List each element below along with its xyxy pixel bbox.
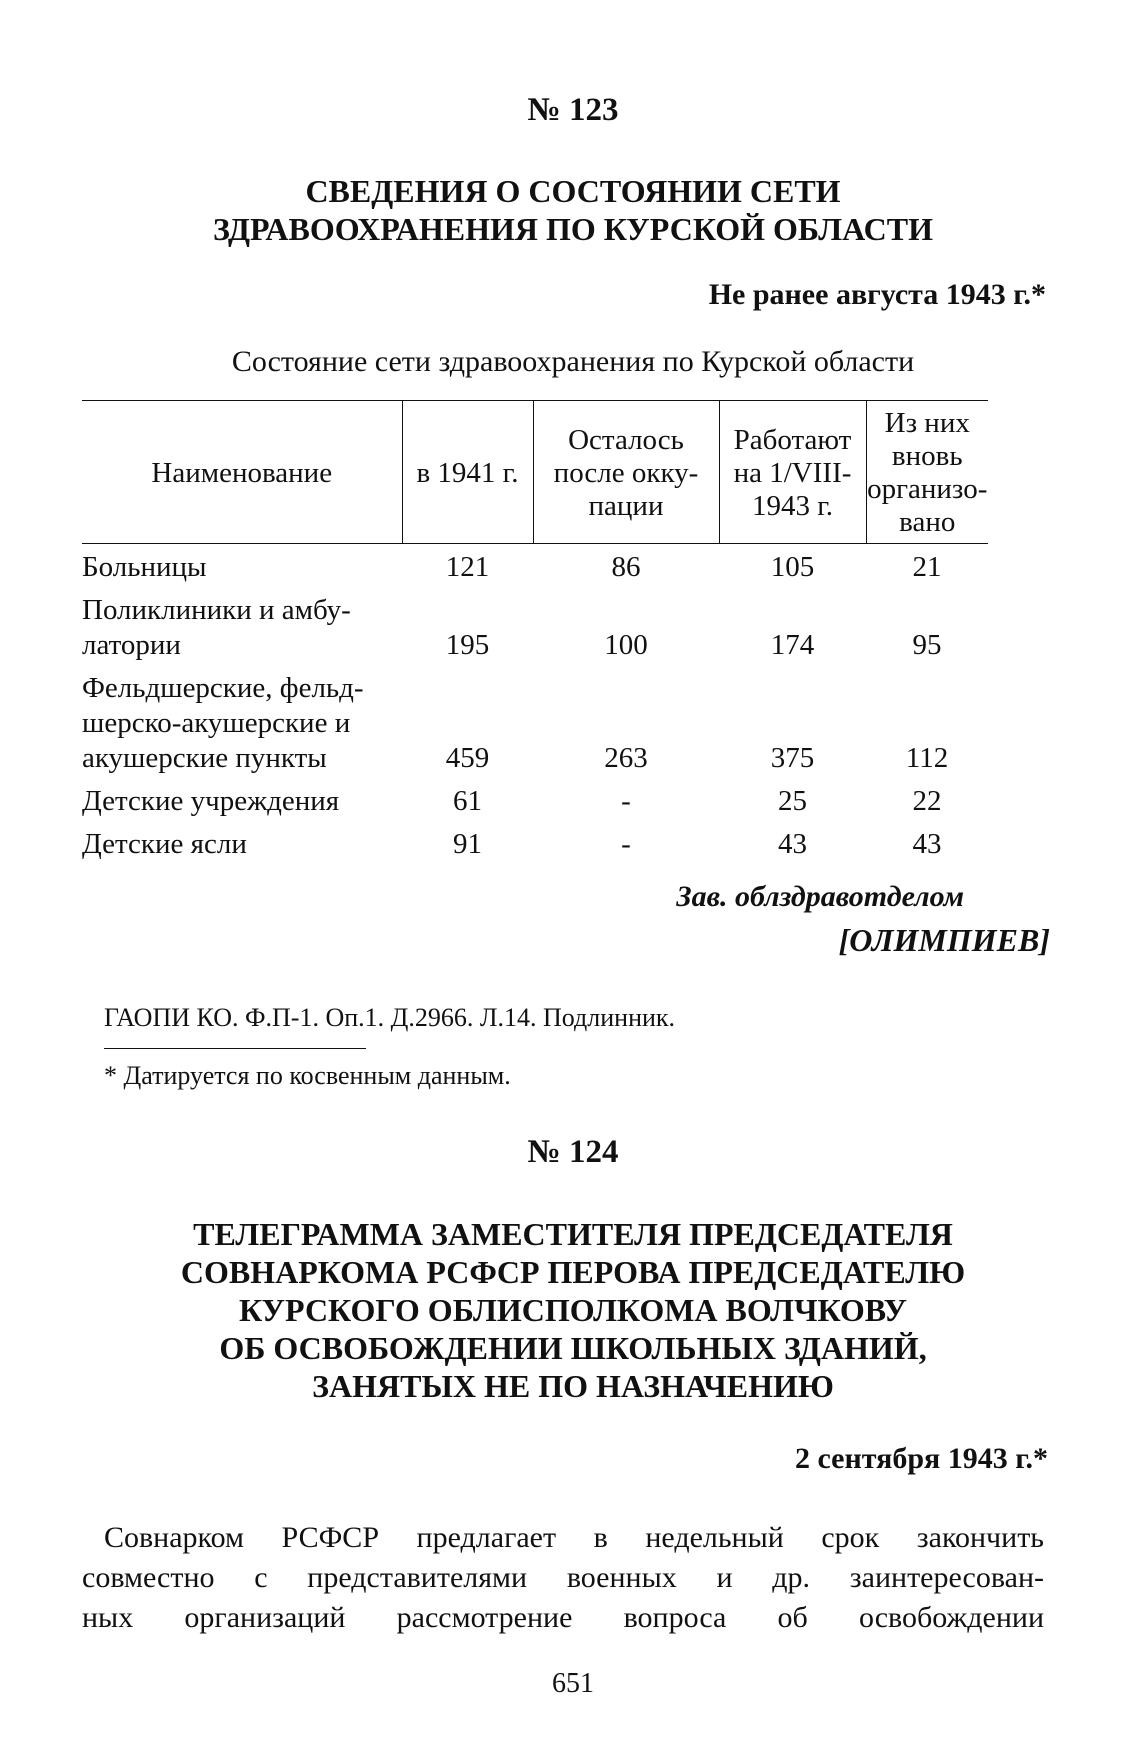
row-name-line: акушерские пункты [82, 742, 327, 774]
row-name-line: латории [82, 629, 181, 661]
cell-remaining: - [621, 785, 631, 817]
table-header-row [82, 401, 988, 544]
table-row [82, 587, 988, 665]
table-row [82, 665, 988, 778]
row-name-line: Детские ясли [82, 828, 247, 860]
footnote: * Датируется по косвенным данным. [104, 1061, 511, 1090]
col-header-text: Наименование [151, 456, 333, 489]
cell-1941: 91 [453, 828, 482, 860]
table-row [82, 544, 988, 588]
cell-remaining: - [621, 828, 631, 860]
row-name [82, 587, 402, 665]
row-name-line: Поликлиники и амбу- [82, 594, 351, 626]
page-number: 651 [552, 1668, 594, 1699]
doc-title-line-2: ЗДРАВООХРАНЕНИЯ ПО КУРСКОЙ ОБЛАСТИ [213, 211, 933, 247]
col-header-text: после окку- [553, 456, 699, 489]
col-header-remaining [533, 401, 719, 544]
doc-title-line-1: ТЕЛЕГРАММА ЗАМЕСТИТЕЛЯ ПРЕДСЕДАТЕЛЯ [193, 1216, 953, 1252]
doc-date: 2 сентября 1943 г.* [794, 1442, 1048, 1475]
health-network-table [82, 400, 988, 864]
row-name [82, 544, 402, 588]
cell-new: 112 [905, 742, 949, 774]
cell-new: 22 [912, 785, 942, 817]
cell-1941: 195 [445, 629, 490, 661]
cell-new: 95 [912, 629, 942, 661]
row-name-line: Детские учреждения [82, 785, 340, 817]
col-header-working [719, 401, 866, 544]
body-line-2: совместно с представителями военных и др. заинтересован- [82, 1561, 1044, 1594]
doc-title-line-5: ЗАНЯТЫХ НЕ ПО НАЗНАЧЕНИЮ [312, 1368, 834, 1404]
col-header-text: пации [588, 489, 664, 522]
cell-remaining: 86 [611, 551, 641, 583]
row-name [82, 665, 402, 778]
table-row [82, 778, 988, 821]
col-header-text: Работают [733, 423, 852, 456]
row-name-line: Фельдшерские, фельд- [82, 672, 364, 704]
col-header-text: на 1/VIII- [733, 456, 852, 489]
table-row [82, 821, 988, 864]
col-header-text: организо- [867, 473, 988, 505]
cell-working: 43 [778, 828, 807, 860]
cell-working: 174 [770, 629, 815, 661]
doc-title-line-4: ОБ ОСВОБОЖДЕНИИ ШКОЛЬНЫХ ЗДАНИЙ, [219, 1330, 927, 1366]
cell-remaining: 263 [604, 742, 648, 774]
cell-new: 21 [912, 551, 942, 583]
row-name-line: Больницы [82, 551, 207, 583]
row-name [82, 821, 402, 864]
doc-title-line-2: СОВНАРКОМА РСФСР ПЕРОВА ПРЕДСЕДАТЕЛЮ [180, 1254, 966, 1290]
col-header-text: Осталось [568, 423, 684, 456]
body-line-1: Совнарком РСФСР предлагает в недельный срок закончить [104, 1521, 1044, 1554]
footnote-rule [104, 1048, 366, 1049]
cell-working: 25 [778, 785, 807, 817]
cell-working: 375 [770, 742, 815, 774]
doc-date: Не ранее августа 1943 г.* [708, 278, 1046, 311]
table-caption: Состояние сети здравоохранения по Курской области [231, 345, 915, 378]
cell-remaining: 100 [604, 629, 648, 661]
doc-number: № 123 [527, 92, 619, 128]
doc-title-line-1: СВЕДЕНИЯ О СОСТОЯНИИ СЕТИ [305, 173, 841, 209]
doc-number: № 124 [527, 1134, 619, 1170]
col-header-text: вано [899, 506, 956, 538]
signature-title: Зав. облздравотделом [676, 880, 964, 913]
archive-reference: ГАОПИ КО. Ф.П-1. Оп.1. Д.2966. Л.14. Подлинник. [104, 1003, 676, 1032]
col-header-1941 [402, 401, 533, 544]
col-header-text: в 1941 г. [416, 456, 519, 489]
row-name-line: шерско-акушерские и [82, 707, 351, 739]
cell-1941: 121 [445, 551, 490, 583]
body-line-3: ных организаций рассмотрение вопроса об освобождении [82, 1601, 1044, 1634]
cell-working: 105 [770, 551, 815, 583]
col-header-new [866, 401, 988, 544]
col-header-text: 1943 г. [751, 489, 834, 522]
col-header-text: Из них [884, 407, 970, 439]
doc-title-line-3: КУРСКОГО ОБЛИСПОЛКОМА ВОЛЧКОВУ [238, 1292, 908, 1328]
col-header-name [82, 401, 402, 544]
cell-1941: 61 [453, 785, 482, 817]
cell-1941: 459 [445, 742, 490, 774]
signature-name: [ОЛИМПИЕВ] [838, 922, 1050, 958]
row-name [82, 778, 402, 821]
col-header-text: вновь [891, 440, 963, 472]
cell-new: 43 [912, 828, 942, 860]
